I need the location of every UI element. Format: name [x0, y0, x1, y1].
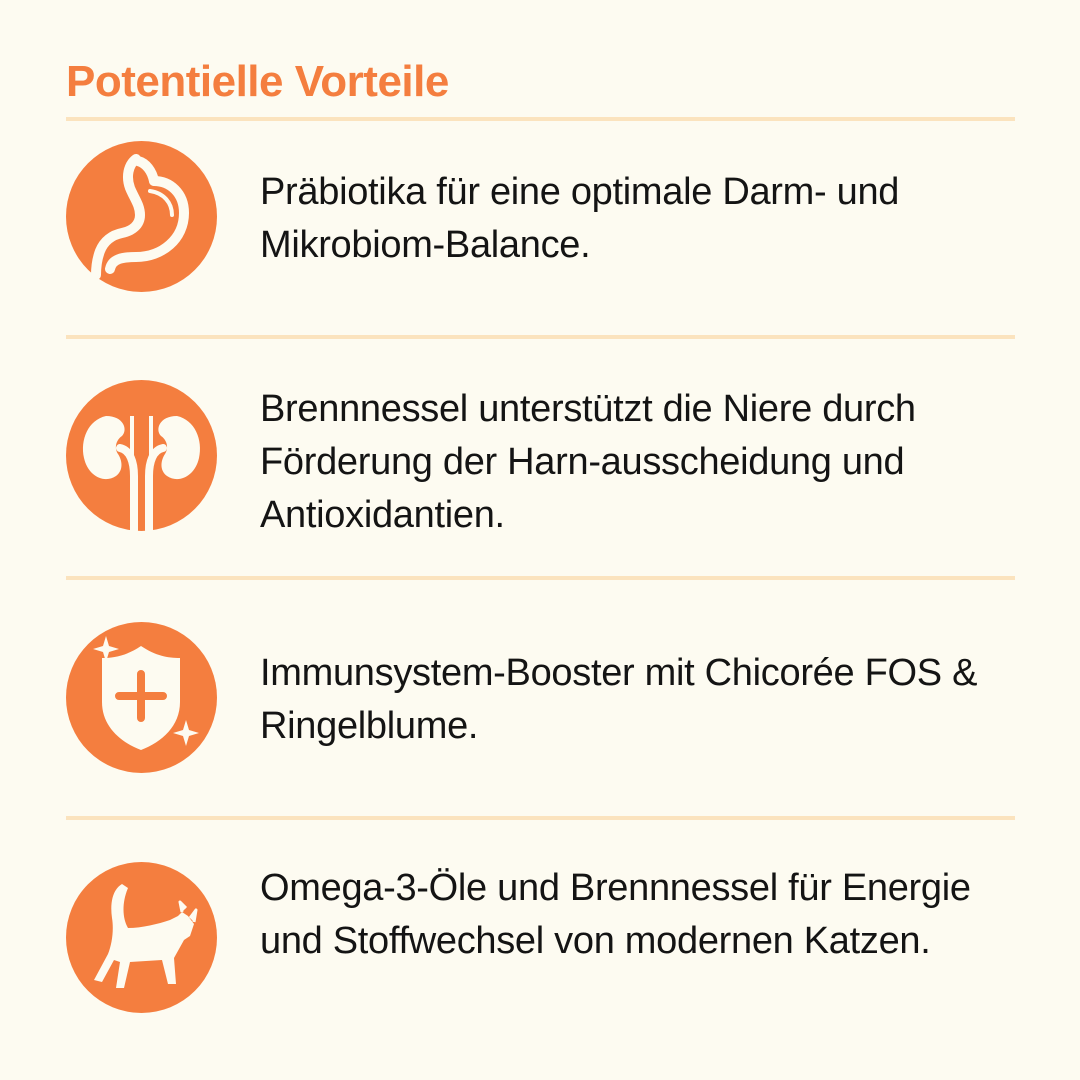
benefit-item-digestion — [66, 141, 1015, 301]
divider — [66, 335, 1015, 339]
page-title: Potentielle Vorteile — [66, 57, 449, 106]
divider — [66, 816, 1015, 820]
benefit-item-energy — [66, 862, 1015, 1022]
divider — [66, 576, 1015, 580]
benefit-item-kidney — [66, 380, 1015, 540]
benefit-text: Präbiotika für eine optimale Darm- und Mikrobiom-Balance. — [260, 171, 900, 266]
benefit-text: Omega-3-Öle und Brennnessel für Energie und Stoffwechsel von modernen Katzen. — [260, 867, 971, 962]
stomach-icon — [66, 141, 217, 292]
kidneys-icon — [66, 380, 217, 531]
benefit-text: Immunsystem-Booster mit Chicorée FOS & Ringelblume. — [260, 652, 978, 747]
cat-icon — [66, 862, 217, 1013]
benefit-item-immune — [66, 622, 1015, 782]
immune-shield-icon — [66, 622, 217, 773]
divider — [66, 117, 1015, 121]
benefit-text: Brennnessel unterstützt die Niere durch Förderung der Harn-ausscheidung und Antioxidantien. — [260, 388, 916, 536]
